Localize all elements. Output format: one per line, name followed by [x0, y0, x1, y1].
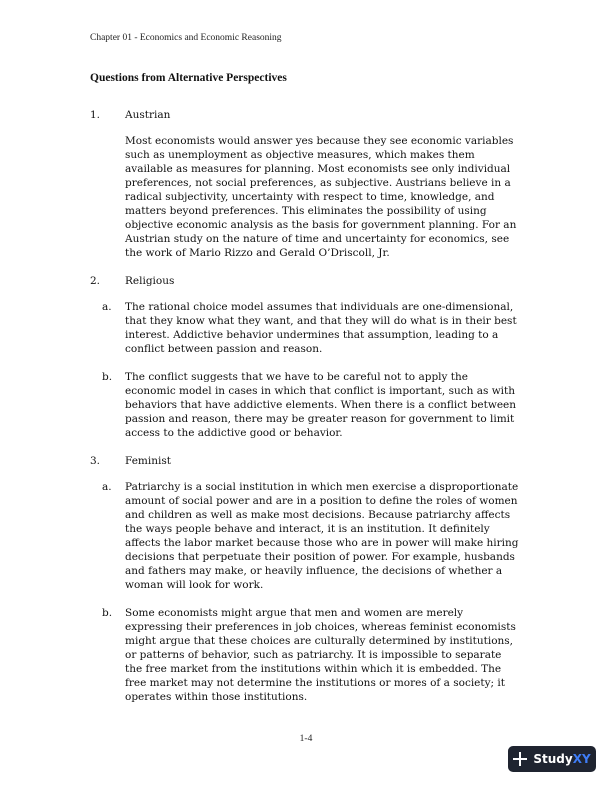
- studyxy-badge[interactable]: [508, 746, 596, 772]
- sub-text: Patriarchy is a social institution in which men exercise a disproportionate amount of social power and are in a position to define the roles of women and children as well as make most decisions. Because patriarchy affects the ways people behave and interact, it is an institution. It definitely affects the labor market because those who are in power will make hiring decisions that perpetuate their position of power. For example, husbands and fathers may make, or heavily influence, the decisions of whether a woman will look for work.: [125, 481, 519, 591]
- page-number: 1-4: [299, 734, 313, 744]
- badge-text-xy: XY: [572, 752, 591, 766]
- sub-letter: b.: [102, 607, 113, 619]
- sub-letter: a.: [102, 481, 112, 493]
- sub-answer: [102, 480, 520, 592]
- question-title: Austrian: [125, 109, 171, 121]
- question-answer: Most economists would answer yes because they see economic variables such as unemployment as objective measures, which makes them available as measures for planning. Most economists see only individual preferences, not social preferences, as subjective. Austrians believe in a radical subjectivity, uncertainty with respect to time, knowledge, and matters beyond preferences. This eliminates the possibility of using objective economic analysis as the basis for government planning. For an Austrian study on the nature of time and uncertainty for economics, see the work of Mario Rizzo and Gerald O’Driscoll, Jr.: [125, 135, 517, 259]
- sub-letter: a.: [102, 301, 112, 313]
- sub-letter: b.: [102, 371, 113, 383]
- section-title: Questions from Alternative Perspectives: [90, 72, 287, 84]
- sub-answer: [102, 300, 520, 356]
- question-title: Feminist: [125, 455, 171, 467]
- question-3: [90, 454, 520, 704]
- question-2: [90, 274, 520, 440]
- sub-text: The conflict suggests that we have to be careful not to apply the economic model in cases in which that conflict is important, such as with behaviors that have addictive elements. When there is a conflict between passion and reason, there may be greater reason for government to limit access to the addictive good or behavior.: [125, 371, 517, 439]
- sub-answer: [102, 606, 520, 704]
- badge-text-study: Study: [533, 752, 573, 766]
- question-1: [90, 108, 520, 260]
- page-header: Chapter 01 - Economics and Economic Reasoning: [90, 33, 282, 43]
- sub-text: The rational choice model assumes that individuals are one-dimensional, that they know what they want, and that they will do what is in their best interest. Addictive behavior undermines that assumption, leading to a conflict between passion and reason.: [125, 301, 517, 355]
- plus-icon: [513, 752, 527, 766]
- question-number: 1.: [90, 109, 101, 121]
- sub-answer: [102, 370, 520, 440]
- question-title: Religious: [125, 275, 175, 287]
- sub-text: Some economists might argue that men and women are merely expressing their preferences in job choices, whereas feminist economists might argue that these choices are culturally determined by institutions, or patterns of behavior, such as patriarchy. It is impossible to separate the free market from the institutions within which it is embedded. The free market may not determine the institutions or mores of a society; it operates within those institutions.: [125, 607, 516, 703]
- document-body: [90, 108, 520, 718]
- question-number: 3.: [90, 455, 101, 467]
- question-number: 2.: [90, 275, 101, 287]
